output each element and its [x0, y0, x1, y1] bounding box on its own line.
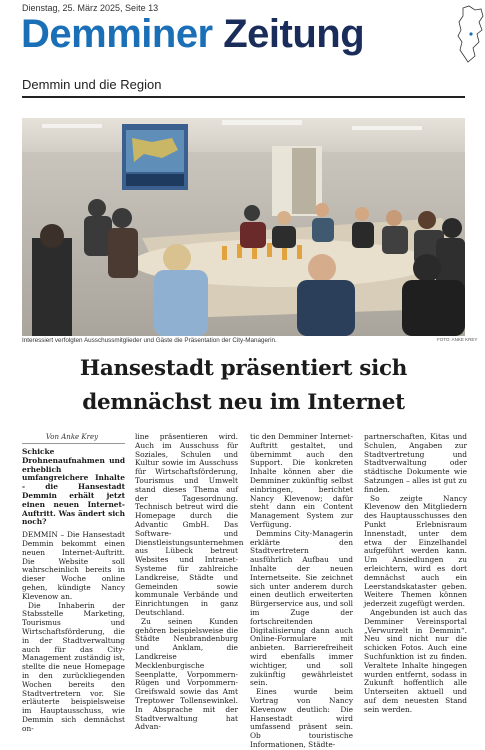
masthead-title [21, 14, 364, 54]
masthead-title-part2: Zeitung [223, 12, 365, 56]
article-column-2 [135, 432, 244, 732]
paragraph: So zeigte Nancy Klevenow den Mitgliedern des Hauptausschusses den Punkt Erlebnisraum Innenstadt, unter dem etwa der Einzelhandel aufgeführt werden kann. Um Ansiedlungen zu erleichtern, wird es dort demnächst auch ein Leerstandskataster geben. Weitere Themen können jederzeit zugefügt werden. [364, 493, 467, 609]
paragraph: Angebunden ist auch das Demminer Vereinsportal „Verwurzelt in Demmin“. Neu sind nicht nur die schicken Fotos. Auch eine Suchfunktion ist zu finden. Veraltete Inhalte hingegen wurden entfernt, sodass in Zukunft hoffentlich alle Unterseiten aktuell und auf dem neuesten Stand sein werden. [364, 607, 467, 714]
region-label: Demmin und die Region [22, 77, 162, 92]
article-photo [22, 118, 465, 336]
dateline: Dienstag, 25. März 2025, Seite 13 [22, 3, 159, 13]
paragraph: DEMMIN – Die Hansestadt Demmin bekommt einen neuen Internet-Auftritt. Die Website soll wahrscheinlich bereits in dieser Woche online gehen, kündigte Nancy Klevenow an. [22, 530, 125, 601]
paragraph: Die Inhaberin der Stabsstelle Marketing, Tourismus und Wirtschaftsförderung, die in der Stadtverwaltung auch für das City-Management zuständig ist, stellte die neue Homepage in den zurückliegenden Wochen bereits den Stadtvertretern vor. Sie erläuterte beispielsweise im Hauptausschuss, wie Demmin sich demnächst on- [22, 600, 125, 733]
article-column-1 [22, 448, 125, 734]
byline-divider [22, 443, 125, 444]
article-column-3 [250, 433, 353, 750]
article-column-4 [364, 433, 467, 715]
paragraph: partnerschaften, Kitas und Schulen, Angaben zur Stadtvertretung und Stadtverwaltung oder städtische Dokumente wie Satzungen – alles ist gut zu finden. [364, 432, 467, 494]
meeting-room-photo [22, 118, 465, 336]
paragraph: Eines wurde beim Vortrag von Nancy Klevenow deutlich: Die Hansestadt wird umfassend präsent sein. Ob touristische Informationen, Städte- [250, 687, 353, 749]
photo-credit: FOTO: ANKE KREY [437, 337, 478, 342]
paragraph: tic den Demminer Internet-Auftritt gestaltet, und übernimmt auch den Support. Die konkreten Inhalte können aber die Demminer zukünftig selbst einbringen, berichtet Nancy Klevenow; dafür steht dann ein Content Management System zur Verfügung. [250, 432, 353, 529]
byline: Von Anke Krey [45, 433, 99, 441]
paragraph: Zu seinen Kunden gehören beispielsweise die Städte Neubrandenburg und Anklam, die Landkreise Mecklenburgische Seenplatte, Vorpommern-Rügen und Vorpommern-Greifswald sowie das Amt Treptower Tollensewinkel. In Absprache mit der Stadtverwaltung hat Advan- [135, 616, 238, 732]
photo-caption: Interessiert verfolgten Ausschussmitglieder und Gäste die Präsentation der City-Managerin. [22, 337, 277, 344]
masthead-title-part1: Demminer [21, 12, 213, 56]
article-lead: Schicke Drohnenaufnahmen und erheblich umfangreichere Inhalte - die Hansestadt Demmin erhält jetzt einen neuen Internet-Auftritt. Was ändert sich noch? [22, 447, 125, 527]
headline-line-1: Hansestadt präsentiert sich [79, 356, 408, 381]
paragraph: Demmins City-Managerin erklärte den Stadtvertretern ausführlich Aufbau und Inhalte der neuen Internetseite. Sie zeichnet sich unter anderem durch einen deutlich erweiterten Bürgerservice aus, und soll im Zuge der fortschreitenden Digitalisierung dann auch Online-Formulare mit anbieten. Barrierefreiheit wird ebenfalls immer wichtiger, und soll zukünftig gewährleistet sein. [250, 528, 353, 688]
headline-line-2: demnächst neu im Internet [82, 390, 405, 415]
map-outline-icon [455, 4, 485, 70]
article-headline [22, 352, 465, 420]
header-divider [22, 96, 465, 98]
paragraph: line präsentieren wird. Auch im Ausschuss für Soziales, Schulen und Kultur sowie im Ausschuss für Wirtschaftsförderung, Tourismus und Umwelt stand dieses Thema auf der Tagesordnung. Technisch betreut wird die Homepage durch die Advantic GmbH. Das Software- und Dienstleistungsunternehmen aus Lübeck betreut Websites und Intranet-Systeme für zahlreiche Landkreise, Städte und Gemeinden sowie kommunale Verbände und Einrichtungen in ganz Deutschland. [135, 432, 244, 617]
